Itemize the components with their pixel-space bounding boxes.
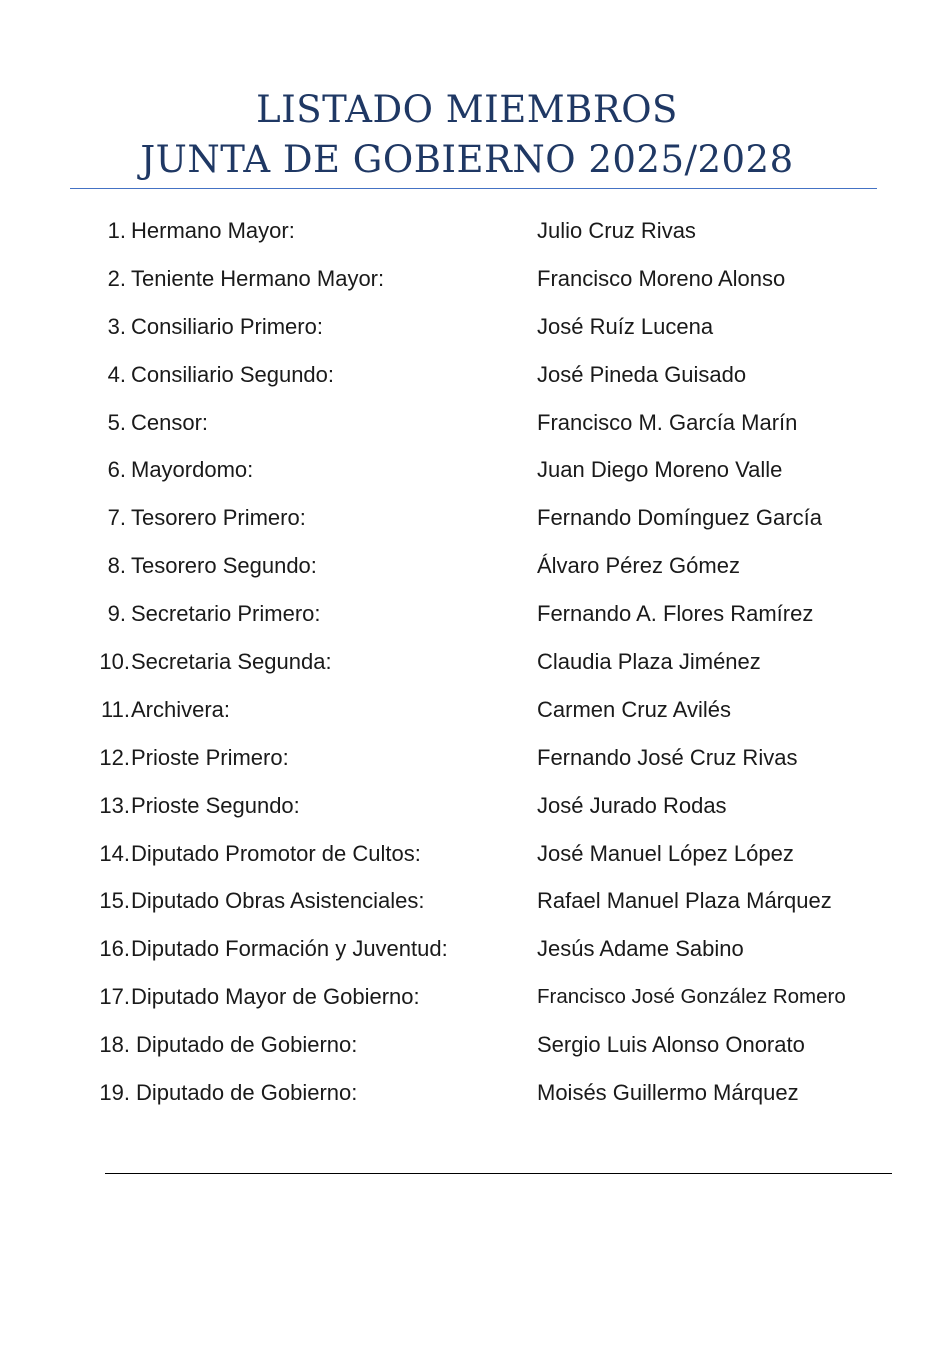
member-number: 14. — [99, 840, 130, 866]
member-name: Juan Diego Moreno Valle — [537, 457, 783, 483]
member-row-18 — [0, 1021, 934, 1069]
bottom-divider — [105, 1173, 892, 1174]
member-number: 16. — [99, 936, 130, 962]
member-row-12 — [0, 734, 934, 782]
member-row-11 — [0, 686, 934, 734]
member-name: Carmen Cruz Avilés — [537, 696, 731, 722]
member-row-4 — [0, 351, 934, 399]
member-number: 7. — [107, 505, 126, 531]
member-role: Mayordomo: — [131, 457, 254, 483]
member-number: 2. — [107, 265, 126, 291]
page-title-line-2: JUNTA DE GOBIERNO 2025/2028 — [140, 138, 794, 181]
member-name: José Manuel López López — [537, 840, 794, 866]
member-number: 10. — [99, 649, 130, 675]
member-row-14 — [0, 830, 934, 878]
member-name: Jesús Adame Sabino — [537, 936, 744, 962]
member-row-1 — [0, 207, 934, 255]
page-title-line-1: LISTADO MIEMBROS — [256, 88, 678, 131]
member-row-6 — [0, 446, 934, 494]
member-role: Consiliario Primero: — [131, 313, 323, 339]
member-name: José Ruíz Lucena — [537, 313, 714, 339]
member-name: Moisés Guillermo Márquez — [537, 1080, 799, 1106]
member-number: 5. — [107, 409, 126, 435]
member-name: José Pineda Guisado — [537, 361, 747, 387]
member-role: Secretaria Segunda: — [131, 649, 332, 675]
member-row-16 — [0, 925, 934, 973]
member-role: Prioste Primero: — [131, 744, 289, 770]
member-row-10 — [0, 638, 934, 686]
member-name: Álvaro Pérez Gómez — [537, 553, 740, 579]
member-number: 12. — [99, 744, 130, 770]
members-list — [0, 207, 934, 1117]
member-number: 1. — [107, 218, 126, 243]
member-number: 17. — [99, 984, 130, 1010]
member-role: Diputado de Gobierno: — [136, 1080, 358, 1106]
member-number: 11. — [101, 696, 130, 722]
member-role: Censor: — [131, 409, 209, 435]
member-row-8 — [0, 542, 934, 590]
member-number: 15. — [99, 888, 130, 914]
member-row-5 — [0, 399, 934, 447]
member-name: Francisco Moreno Alonso — [537, 265, 786, 291]
member-number: 8. — [107, 553, 126, 579]
member-name: Julio Cruz Rivas — [537, 218, 696, 243]
member-row-2 — [0, 255, 934, 303]
member-name: Francisco José González Romero — [537, 985, 846, 1009]
member-number: 18. — [99, 1032, 130, 1058]
member-role: Diputado Obras Asistenciales: — [131, 888, 425, 914]
member-name: Rafael Manuel Plaza Márquez — [537, 888, 832, 914]
member-name: Claudia Plaza Jiménez — [537, 649, 761, 675]
member-role: Diputado Mayor de Gobierno: — [131, 984, 420, 1010]
member-role: Archivera: — [131, 696, 231, 722]
member-role: Secretario Primero: — [131, 601, 321, 627]
member-role: Tesorero Segundo: — [131, 553, 317, 579]
member-role: Consiliario Segundo: — [131, 361, 335, 387]
member-number: 6. — [107, 457, 126, 483]
member-name: Fernando Domínguez García — [537, 505, 822, 531]
member-number: 3. — [107, 313, 126, 339]
member-row-13 — [0, 782, 934, 830]
member-row-7 — [0, 494, 934, 542]
member-row-9 — [0, 590, 934, 638]
member-name: Fernando A. Flores Ramírez — [537, 601, 814, 627]
member-number: 4. — [107, 361, 126, 387]
member-number: 13. — [99, 792, 130, 818]
member-role: Hermano Mayor: — [131, 218, 295, 243]
member-name: José Jurado Rodas — [537, 792, 727, 818]
member-name: Fernando José Cruz Rivas — [537, 744, 798, 770]
member-row-17 — [0, 973, 934, 1021]
member-role: Teniente Hermano Mayor: — [131, 265, 385, 291]
member-name: Sergio Luis Alonso Onorato — [537, 1032, 805, 1058]
member-name: Francisco M. García Marín — [537, 409, 798, 435]
member-row-15 — [0, 877, 934, 925]
member-row-19 — [0, 1069, 934, 1117]
member-row-3 — [0, 303, 934, 351]
member-role: Diputado Formación y Juventud: — [131, 936, 448, 962]
member-number: 19. — [99, 1080, 130, 1106]
member-role: Diputado Promotor de Cultos: — [131, 840, 421, 866]
member-role: Diputado de Gobierno: — [136, 1032, 358, 1058]
member-role: Prioste Segundo: — [131, 792, 300, 818]
title-divider — [70, 188, 877, 189]
member-role: Tesorero Primero: — [131, 505, 306, 531]
member-number: 9. — [107, 601, 126, 627]
